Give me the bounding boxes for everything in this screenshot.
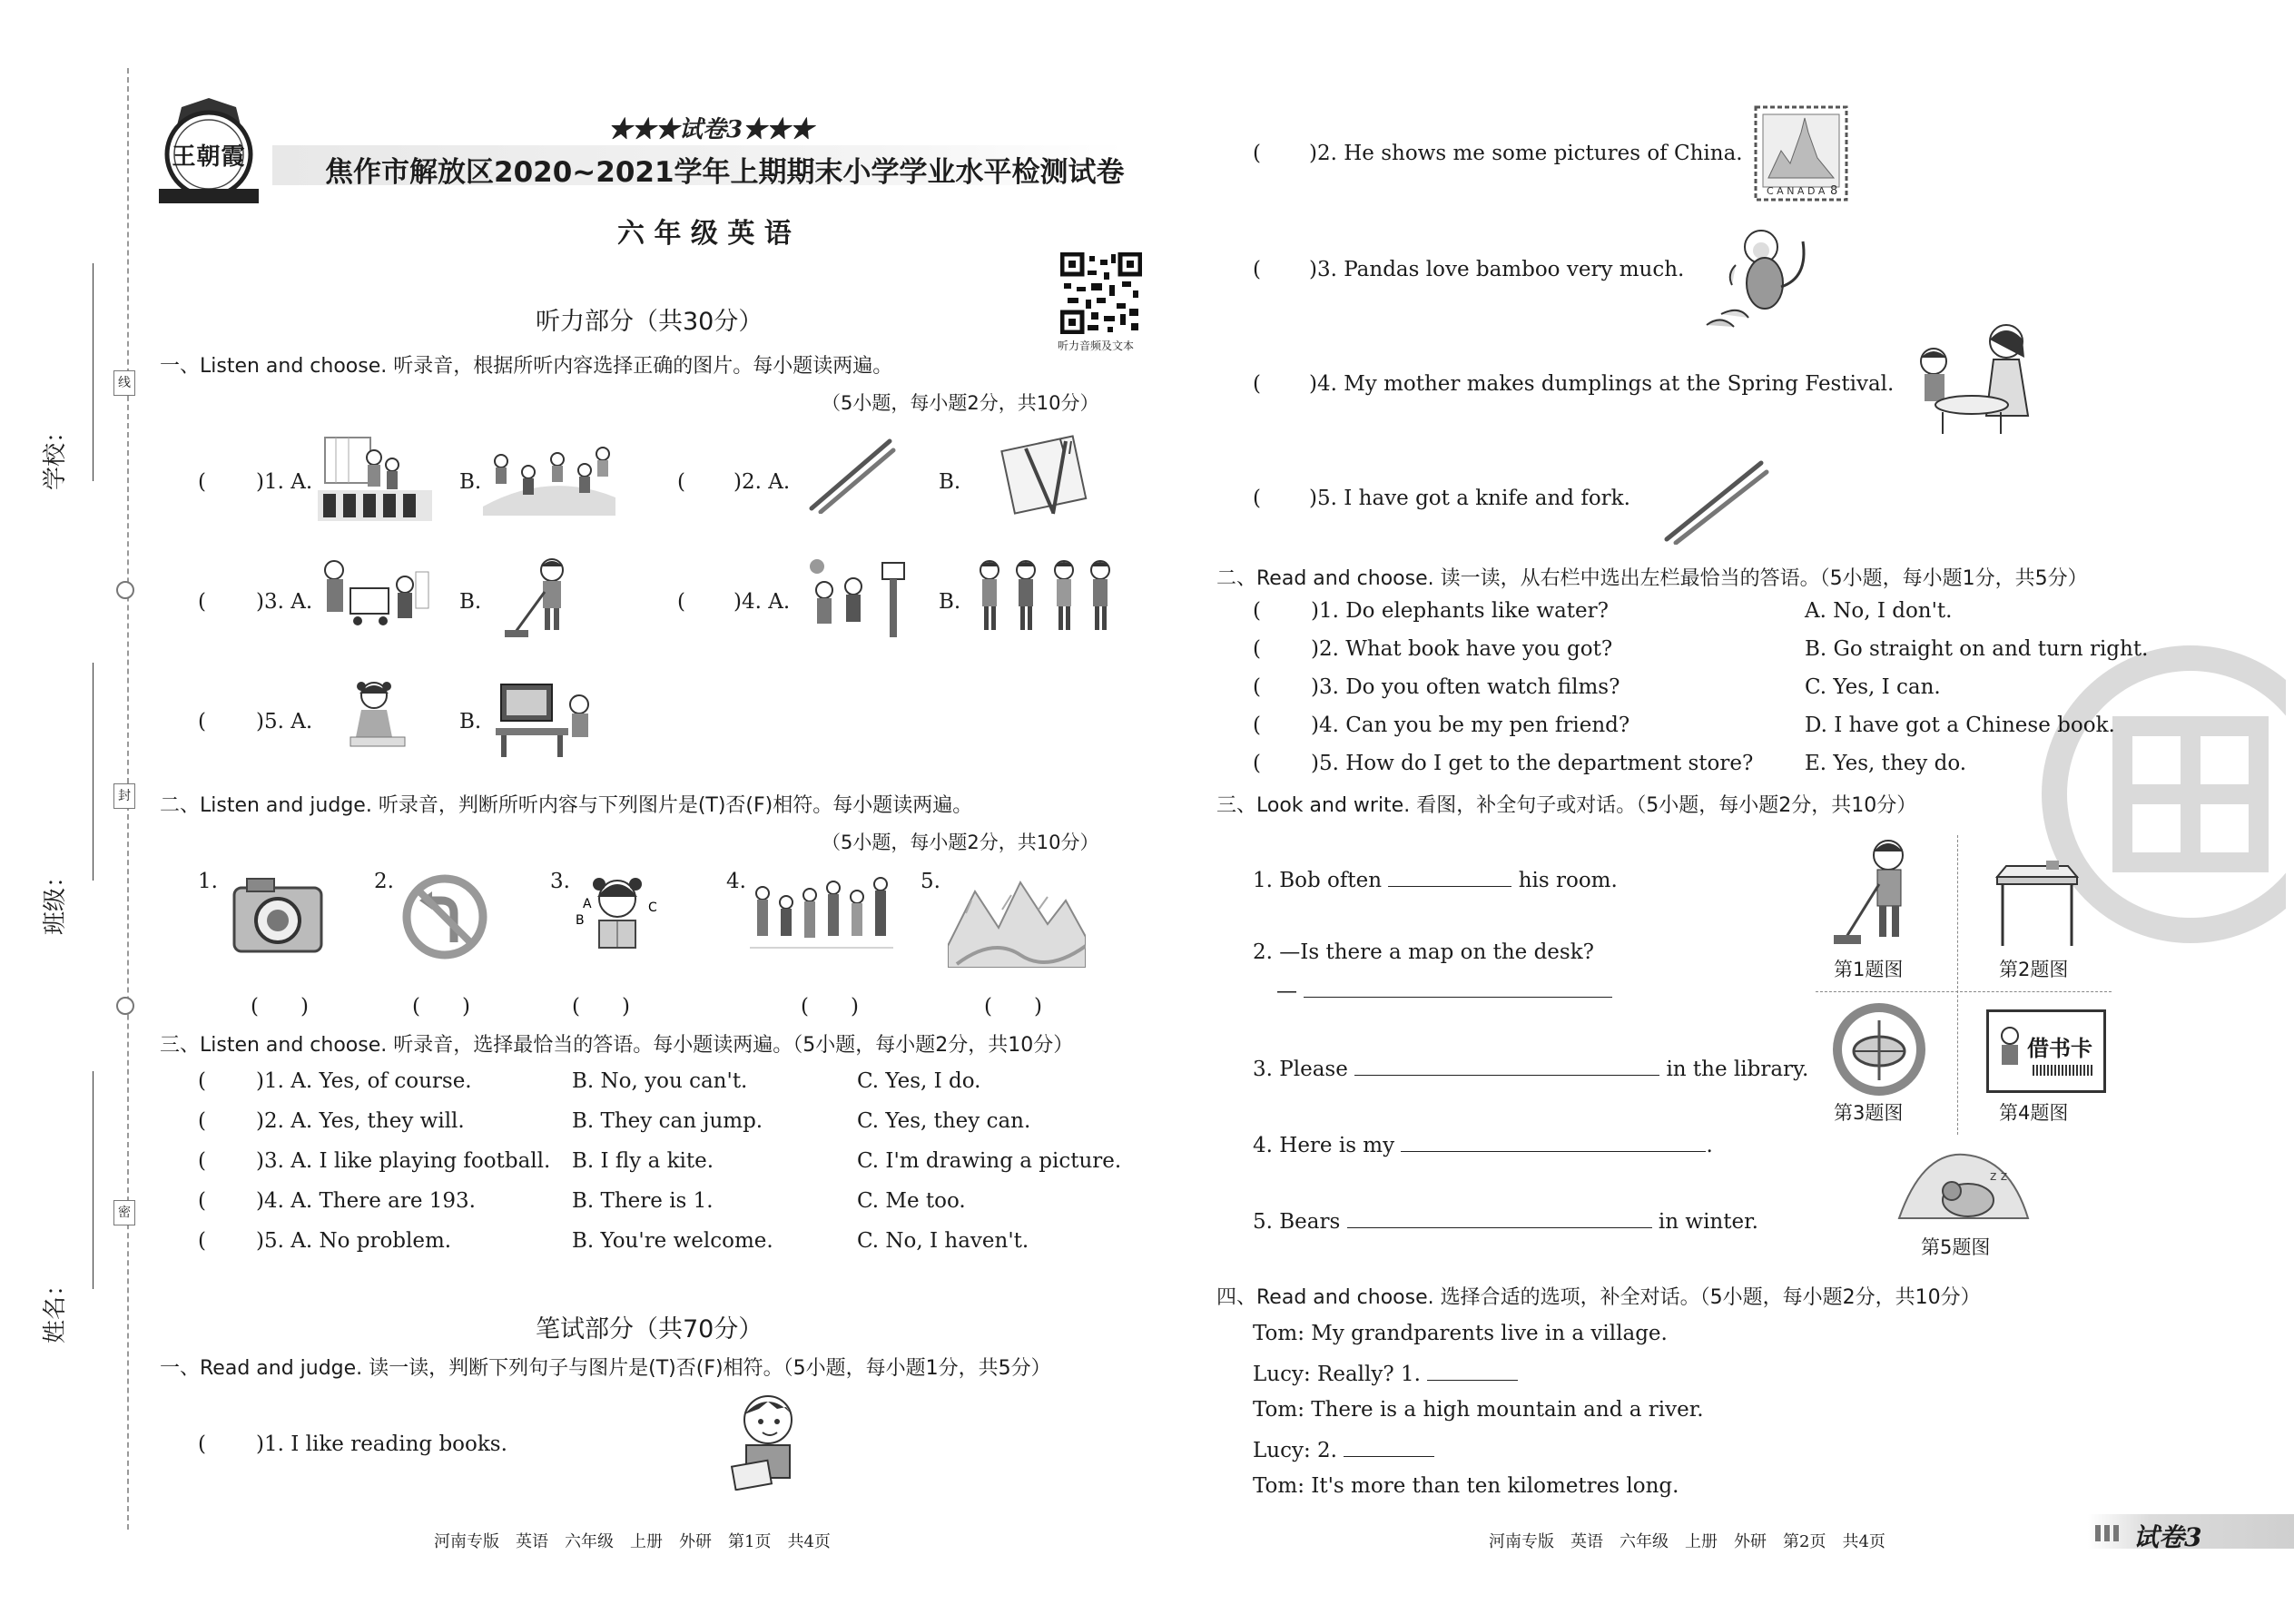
answer-paren-3[interactable]: ( ) (572, 995, 630, 1019)
answer-paren[interactable]: ( (677, 590, 685, 614)
picture-knife-fork (999, 430, 1098, 521)
w3-caption-2: 第2题图 (1999, 959, 2069, 980)
w3-q1-end: his room. (1518, 869, 1618, 892)
name-label: 姓名： (42, 1272, 69, 1343)
picture-chopsticks-2 (1661, 458, 1770, 545)
w1-q3: )3. Pandas love bamboo very much. (1309, 258, 1685, 281)
w3-q3 (1253, 1055, 1808, 1081)
binding-margin (0, 0, 145, 1624)
w3-q2-blank[interactable] (1304, 977, 1612, 998)
answer-paren[interactable]: ( (198, 470, 206, 494)
svg-text:B: B (576, 913, 585, 928)
picture-playground (483, 434, 615, 516)
w-part4-heading: 四、Read and choose. 选择合适的选项，补全对话。（5小题，每小题2分，共10分） (1216, 1286, 1981, 1309)
picture-girl-reading (572, 870, 663, 960)
picture-sweeping (501, 556, 592, 643)
svg-text:z z: z z (1990, 1169, 2008, 1184)
w4-line-2 (1253, 1360, 1518, 1386)
w3-q3-end: in the library. (1666, 1058, 1809, 1081)
picture-mountains (948, 873, 1086, 968)
l1-q5-optb: B. (459, 710, 482, 733)
l3-option-c: C. Yes, I do. (857, 1069, 981, 1093)
l3-option-b: B. They can jump. (572, 1109, 763, 1133)
seal-mark-seal: 封 (113, 783, 135, 809)
w3-q2: 2. —Is there a map on the desk? (1253, 940, 1594, 964)
w3-caption-1: 第1题图 (1834, 959, 1904, 980)
card-text: 借书卡 (2027, 1035, 2092, 1061)
w3-q4 (1253, 1131, 1713, 1157)
qr-code-icon (1060, 252, 1142, 334)
footer-right: 河南专版 英语 六年级 上册 外研 第2页 共4页 (1489, 1532, 1885, 1551)
answer-paren[interactable]: ( (198, 1109, 206, 1133)
hole-icon (116, 581, 134, 599)
l1-q5-label: )5. A. (256, 710, 313, 733)
picture-shopping (314, 554, 430, 637)
w-part2-heading: 二、Read and choose. 读一读，从右栏中选出左栏最恰当的答语。（5小题，每小题1分，共5分） (1216, 567, 2088, 590)
l1-q4-optb: B. (939, 590, 961, 614)
qr-caption: 听力音频及文本 (1058, 340, 1135, 352)
answer-paren-4[interactable]: ( ) (801, 995, 859, 1019)
picture-four-kids (973, 557, 1118, 635)
mother-child-cooking-icon (1906, 318, 2052, 436)
w3-q1-blank[interactable] (1388, 866, 1511, 887)
l-part2-heading: 二、Listen and judge. 听录音，判断所听内容与下列图片是(T)否(F)相符。每小题读两遍。 (160, 794, 973, 817)
w2-answer: C. Yes, I can. (1805, 675, 1941, 699)
w3-q5-blank[interactable] (1347, 1207, 1652, 1228)
l3-option-a: )3. A. I like playing football. (256, 1149, 551, 1173)
w3-q5 (1253, 1207, 1758, 1234)
answer-paren-5[interactable]: ( ) (984, 995, 1042, 1019)
answer-paren[interactable]: ( (198, 1229, 206, 1253)
boy-reading-icon (726, 1389, 808, 1491)
playground-kids-icon (483, 434, 615, 516)
w3-q3-start: 3. Please (1253, 1058, 1348, 1081)
l-part3-heading: 三、Listen and choose. 听录音，选择最恰当的答语。每小题读两遍。（5小题，每小题2分，共10分） (160, 1034, 1074, 1057)
footer-left: 河南专版 英语 六年级 上册 外研 第1页 共4页 (434, 1532, 831, 1551)
writing-title: 笔试部分（共70分） (536, 1315, 763, 1343)
shopping-cart-icon (314, 554, 430, 637)
answer-paren[interactable]: ( (1253, 487, 1261, 510)
desk-icon (1992, 859, 2082, 950)
answer-paren[interactable]: ( (1253, 714, 1261, 737)
l3-option-a: )2. A. Yes, they will. (256, 1109, 465, 1133)
w2-question: )3. Do you often watch films? (1311, 675, 1620, 699)
w3-caption-4: 第4题图 (1999, 1102, 2069, 1124)
school-label: 学校： (42, 418, 69, 490)
w4-line-3: Tom: There is a high mountain and a river. (1253, 1398, 1704, 1422)
picture-basketball (799, 554, 915, 639)
answer-paren[interactable]: ( (198, 1149, 206, 1173)
l1-q1-label: )1. A. (256, 470, 313, 494)
standing-kids-icon (973, 557, 1118, 635)
no-left-turn-sign-icon (401, 873, 488, 960)
girl-writing-icon (338, 677, 416, 759)
l3-option-c: C. Me too. (857, 1189, 966, 1213)
w2-answer: E. Yes, they do. (1805, 752, 1967, 775)
knife-fork-icon (999, 430, 1098, 521)
seal-mark-line: 线 (113, 370, 135, 396)
l2-num-1: 1. (198, 870, 218, 893)
answer-paren[interactable]: ( (198, 1432, 206, 1456)
w3-q5-end: in winter. (1658, 1210, 1758, 1234)
l3-option-b: B. No, you can't. (572, 1069, 748, 1093)
school-line (93, 263, 94, 481)
footer-badge-squares (2095, 1525, 2121, 1541)
computer-desk-icon (496, 679, 597, 759)
crosswalk-scene-icon (318, 434, 432, 521)
l2-num-3: 3. (550, 870, 570, 893)
l3-option-b: B. You're welcome. (572, 1229, 773, 1253)
publisher-logo (154, 98, 263, 207)
w2-question: )4. Can you be my pen friend? (1311, 714, 1630, 737)
name-line (93, 1071, 94, 1289)
picture-no-turn-sign (401, 873, 488, 960)
picture-family-line (750, 875, 893, 962)
l-part2-points: （5小题，每小题2分，共10分） (822, 832, 1099, 853)
l1-q2-label: )2. A. (733, 470, 791, 494)
svg-text:A: A (583, 897, 592, 911)
l3-row (198, 1069, 1142, 1097)
basketball-kids-icon (799, 554, 915, 639)
people-queue-icon (750, 875, 893, 962)
subject-title: 六 年 级 英 语 (617, 218, 792, 250)
exam-title: 焦作市解放区2020~2021学年上期期末小学学业水平检测试卷 (325, 156, 1125, 189)
w4-blank-1[interactable] (1427, 1360, 1518, 1381)
l1-q1-optb: B. (459, 470, 482, 494)
w2-question: )2. What book have you got? (1311, 637, 1613, 661)
l3-option-b: B. There is 1. (572, 1189, 714, 1213)
boy-sweeping-icon (1834, 837, 1925, 951)
answer-paren[interactable]: ( (1253, 599, 1261, 623)
w3-q2-dash: — (1276, 979, 1297, 1003)
w4-line-5: Tom: It's more than ten kilometres long. (1253, 1474, 1679, 1498)
w-part3-heading: 三、Look and write. 看图，补全句子或对话。（5小题，每小题2分，共10分） (1216, 794, 1917, 817)
w3-q4-blank[interactable] (1401, 1131, 1706, 1152)
answer-paren[interactable]: ( (198, 1069, 206, 1093)
w3-picture-grid (1816, 835, 2112, 1135)
picture-monkey-banana (1703, 223, 1821, 332)
picture-boy-reading (726, 1389, 808, 1491)
l3-row (198, 1189, 1142, 1216)
reader-icon (1994, 1025, 2025, 1070)
picture-computer (496, 679, 597, 759)
answer-paren[interactable]: ( (1253, 258, 1261, 281)
svg-text:8: 8 (1830, 184, 1838, 198)
answer-paren[interactable]: ( (1253, 752, 1261, 775)
chopsticks-icon (1661, 458, 1770, 545)
test-number: ★★★试卷3★★★ (608, 116, 814, 143)
girl-reading-icon (572, 870, 663, 960)
w3-q3-blank[interactable] (1354, 1055, 1659, 1076)
w3-q5-start: 5. Bears (1253, 1210, 1341, 1234)
answer-paren[interactable]: ( (1253, 142, 1261, 165)
w1-q1: )1. I like reading books. (256, 1432, 507, 1456)
canada-stamp-icon (1754, 105, 1848, 202)
answer-paren[interactable]: ( (198, 590, 206, 614)
l-part1-heading: 一、Listen and choose. 听录音，根据所听内容选择正确的图片。每小题读两遍。 (160, 355, 893, 378)
l3-row (198, 1229, 1142, 1256)
l2-num-5: 5. (921, 870, 940, 893)
l2-num-2: 2. (374, 870, 394, 893)
qr-code[interactable] (1060, 252, 1142, 334)
listening-title: 听力部分（共30分） (536, 308, 763, 336)
w2-question: )5. How do I get to the department store? (1311, 752, 1754, 775)
svg-text:C A N A D A: C A N A D A (1767, 185, 1826, 197)
camera-icon (231, 875, 325, 955)
hole-icon (116, 997, 134, 1015)
answer-paren[interactable]: ( (1253, 372, 1261, 396)
answer-paren-1[interactable]: ( ) (251, 995, 309, 1019)
picture-mother-dumplings (1906, 318, 2052, 436)
w1-q2: )2. He shows me some pictures of China. (1309, 142, 1743, 165)
name-field (42, 1071, 91, 1343)
w4-line-2-text: Lucy: Really? 1. (1253, 1363, 1421, 1386)
answer-paren[interactable]: ( (198, 1189, 206, 1213)
w3-q4-end: . (1706, 1134, 1713, 1157)
l-part1-points: （5小题，每小题2分，共10分） (822, 392, 1099, 414)
mountain-river-icon (948, 873, 1086, 968)
w3-q1 (1253, 866, 1618, 892)
w2-question: )1. Do elephants like water? (1311, 599, 1609, 623)
l1-q4-label: )4. A. (733, 590, 791, 614)
w-part1-heading: 一、Read and judge. 读一读，判断下列句子与图片是(T)否(F)相符。（5小题，每小题1分，共5分） (160, 1357, 1051, 1380)
l1-q3-optb: B. (459, 590, 482, 614)
seal-mark-secret: 密 (113, 1200, 135, 1225)
w4-line-4-text: Lucy: 2. (1253, 1439, 1337, 1462)
l3-option-c: C. I'm drawing a picture. (857, 1149, 1122, 1173)
answer-paren-2[interactable]: ( ) (412, 995, 470, 1019)
footer-badge: 试卷3 (2133, 1522, 2202, 1552)
picture-girl-writing (338, 677, 416, 759)
answer-paren[interactable]: ( (198, 710, 206, 733)
library-card (1986, 1009, 2106, 1093)
w4-blank-2[interactable] (1344, 1436, 1434, 1457)
w2-answer: B. Go straight on and turn right. (1805, 637, 2149, 661)
l3-option-a: )5. A. No problem. (256, 1229, 452, 1253)
w3-caption-5: 第5题图 (1921, 1236, 1991, 1258)
picture-camera (231, 875, 325, 955)
w3-q1-start: 1. Bob often (1253, 869, 1383, 892)
chopsticks-icon (806, 436, 897, 514)
monkey-banana-icon (1703, 223, 1821, 332)
w2-row (1253, 599, 2161, 626)
l3-option-b: B. I fly a kite. (572, 1149, 714, 1173)
l3-option-a: )4. A. There are 193. (256, 1189, 476, 1213)
boy-sweeping-icon (501, 556, 592, 643)
w1-q4: )4. My mother makes dumplings at the Spring Festival. (1309, 372, 1895, 396)
w2-answer: D. I have got a Chinese book. (1805, 714, 2115, 737)
w4-line-4 (1253, 1436, 1434, 1462)
w3-caption-3: 第3题图 (1834, 1102, 1904, 1124)
answer-paren[interactable]: ( (677, 470, 685, 494)
class-line (93, 663, 94, 881)
l2-num-4: 4. (726, 870, 746, 893)
picture-crosswalk (318, 434, 432, 521)
svg-text:C: C (648, 901, 657, 915)
picture-stamp-canada (1754, 105, 1848, 202)
l1-q2-optb: B. (939, 470, 961, 494)
w2-answer: A. No, I don't. (1805, 599, 1953, 623)
answer-paren[interactable]: ( (1253, 675, 1261, 699)
class-label: 班级： (42, 863, 69, 935)
w1-q5: )5. I have got a knife and fork. (1309, 487, 1630, 510)
answer-paren[interactable]: ( (1253, 637, 1261, 661)
logo-text: 王朝霞 (172, 143, 246, 171)
school-field (42, 263, 91, 536)
l3-option-c: C. No, I haven't. (857, 1229, 1029, 1253)
w4-line-1: Tom: My grandparents live in a village. (1253, 1322, 1668, 1345)
card-barcode (2033, 1065, 2092, 1076)
no-talking-sign-icon (1832, 1002, 1926, 1097)
class-field (42, 663, 91, 935)
grid-hline (1816, 991, 2112, 992)
l3-row (198, 1109, 1142, 1137)
l3-row (198, 1149, 1142, 1176)
bear-cave-icon (1895, 1149, 2032, 1222)
l3-option-c: C. Yes, they can. (857, 1109, 1031, 1133)
w3-q4-start: 4. Here is my (1253, 1134, 1395, 1157)
l3-option-a: )1. A. Yes, of course. (256, 1069, 472, 1093)
picture-chopsticks (806, 436, 897, 514)
w3-q2-answer (1276, 977, 1612, 1003)
grid-vline (1957, 835, 1958, 1135)
l1-q3-label: )3. A. (256, 590, 313, 614)
